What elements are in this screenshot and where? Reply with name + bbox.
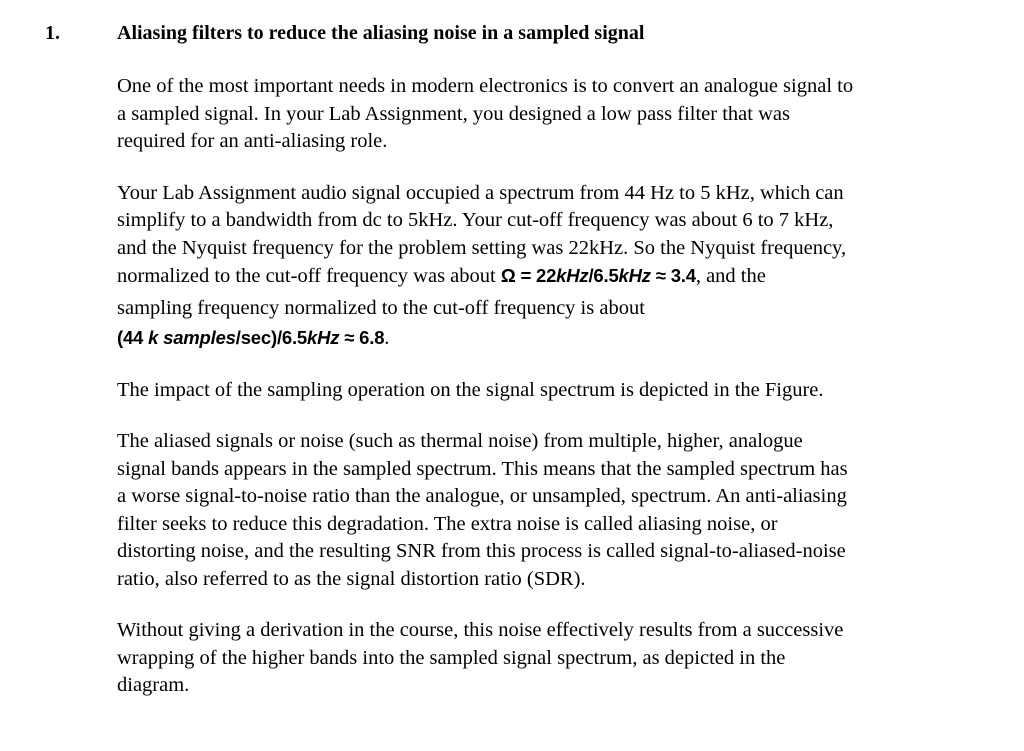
paragraph-wrapping [117, 617, 977, 700]
math-fragment: /sec)/6.5 [235, 327, 308, 348]
paragraph-figure-reference [117, 377, 977, 405]
text-line: diagram. [117, 674, 190, 696]
text-line: simplify to a bandwidth from dc to 5kHz. Your cut-off frequency was about 6 to 7 kHz, [117, 209, 834, 231]
paragraph-intro [117, 73, 977, 156]
equation-line [117, 324, 977, 353]
text-line: The impact of the sampling operation on the signal spectrum is depicted in the Figure. [117, 378, 824, 401]
text-line: wrapping of the higher bands into the sampled signal spectrum, as depicted in the [117, 646, 786, 669]
text-line: and the Nyquist frequency for the problem setting was 22kHz. So the Nyquist frequency, [117, 236, 847, 259]
text-line: filter seeks to reduce this degradation. The extra noise is called aliasing noise, or [117, 512, 778, 535]
text-line-with-equation [117, 262, 977, 291]
text-line: One of the most important needs in modern electronics is to convert an analogue signal to [117, 75, 854, 97]
nyquist-ratio-equation [501, 265, 696, 286]
section-title: Aliasing filters to reduce the aliasing noise in a sampled signal [117, 22, 645, 44]
math-unit: kHz [618, 265, 651, 286]
text-line: distorting noise, and the resulting SNR from this process is called signal-to-aliased-noise [117, 540, 846, 562]
math-unit: kHz [556, 265, 589, 286]
section-number: 1. [45, 22, 60, 44]
math-fragment: /6.5 [588, 265, 619, 286]
math-fragment: (44 [117, 327, 149, 348]
text-line: a worse signal-to-noise ratio than the analogue, or unsampled, spectrum. An anti-aliasing [117, 485, 847, 507]
text-fragment: . [384, 327, 390, 349]
math-unit: samples [158, 327, 236, 348]
text-line: ratio, also referred to as the signal distortion ratio (SDR). [117, 567, 586, 590]
math-fragment: ≈ 3.4 [650, 265, 696, 286]
text-line: signal bands appears in the sampled spectrum. This means that the sampled spectrum has [117, 457, 848, 480]
text-line: The aliased signals or noise (such as thermal noise) from multiple, higher, analogue [117, 430, 803, 452]
text-line: Your Lab Assignment audio signal occupied a spectrum from 44 Hz to 5 kHz, which can [117, 181, 844, 204]
math-unit: k [148, 327, 159, 348]
sampling-ratio-equation [117, 327, 384, 348]
math-fragment: = 22 [515, 265, 557, 286]
text-fragment: normalized to the cut-off frequency was about [117, 265, 501, 287]
text-line: required for an anti-aliasing role. [117, 130, 388, 152]
text-line: sampling frequency normalized to the cut-off frequency is about [117, 296, 645, 319]
text-line: Without giving a derivation in the course, this noise effectively results from a successive [117, 619, 844, 641]
omega-symbol: Ω [500, 265, 516, 286]
text-fragment: , and the [695, 265, 766, 287]
paragraph-aliased-noise [117, 428, 977, 593]
text-line: a sampled signal. In your Lab Assignment, you designed a low pass filter that was [117, 102, 790, 125]
math-fragment: ≈ 6.8 [339, 327, 385, 348]
paragraph-lab-assignment [117, 180, 977, 353]
math-unit: kHz [307, 327, 340, 348]
document-body [117, 20, 977, 724]
